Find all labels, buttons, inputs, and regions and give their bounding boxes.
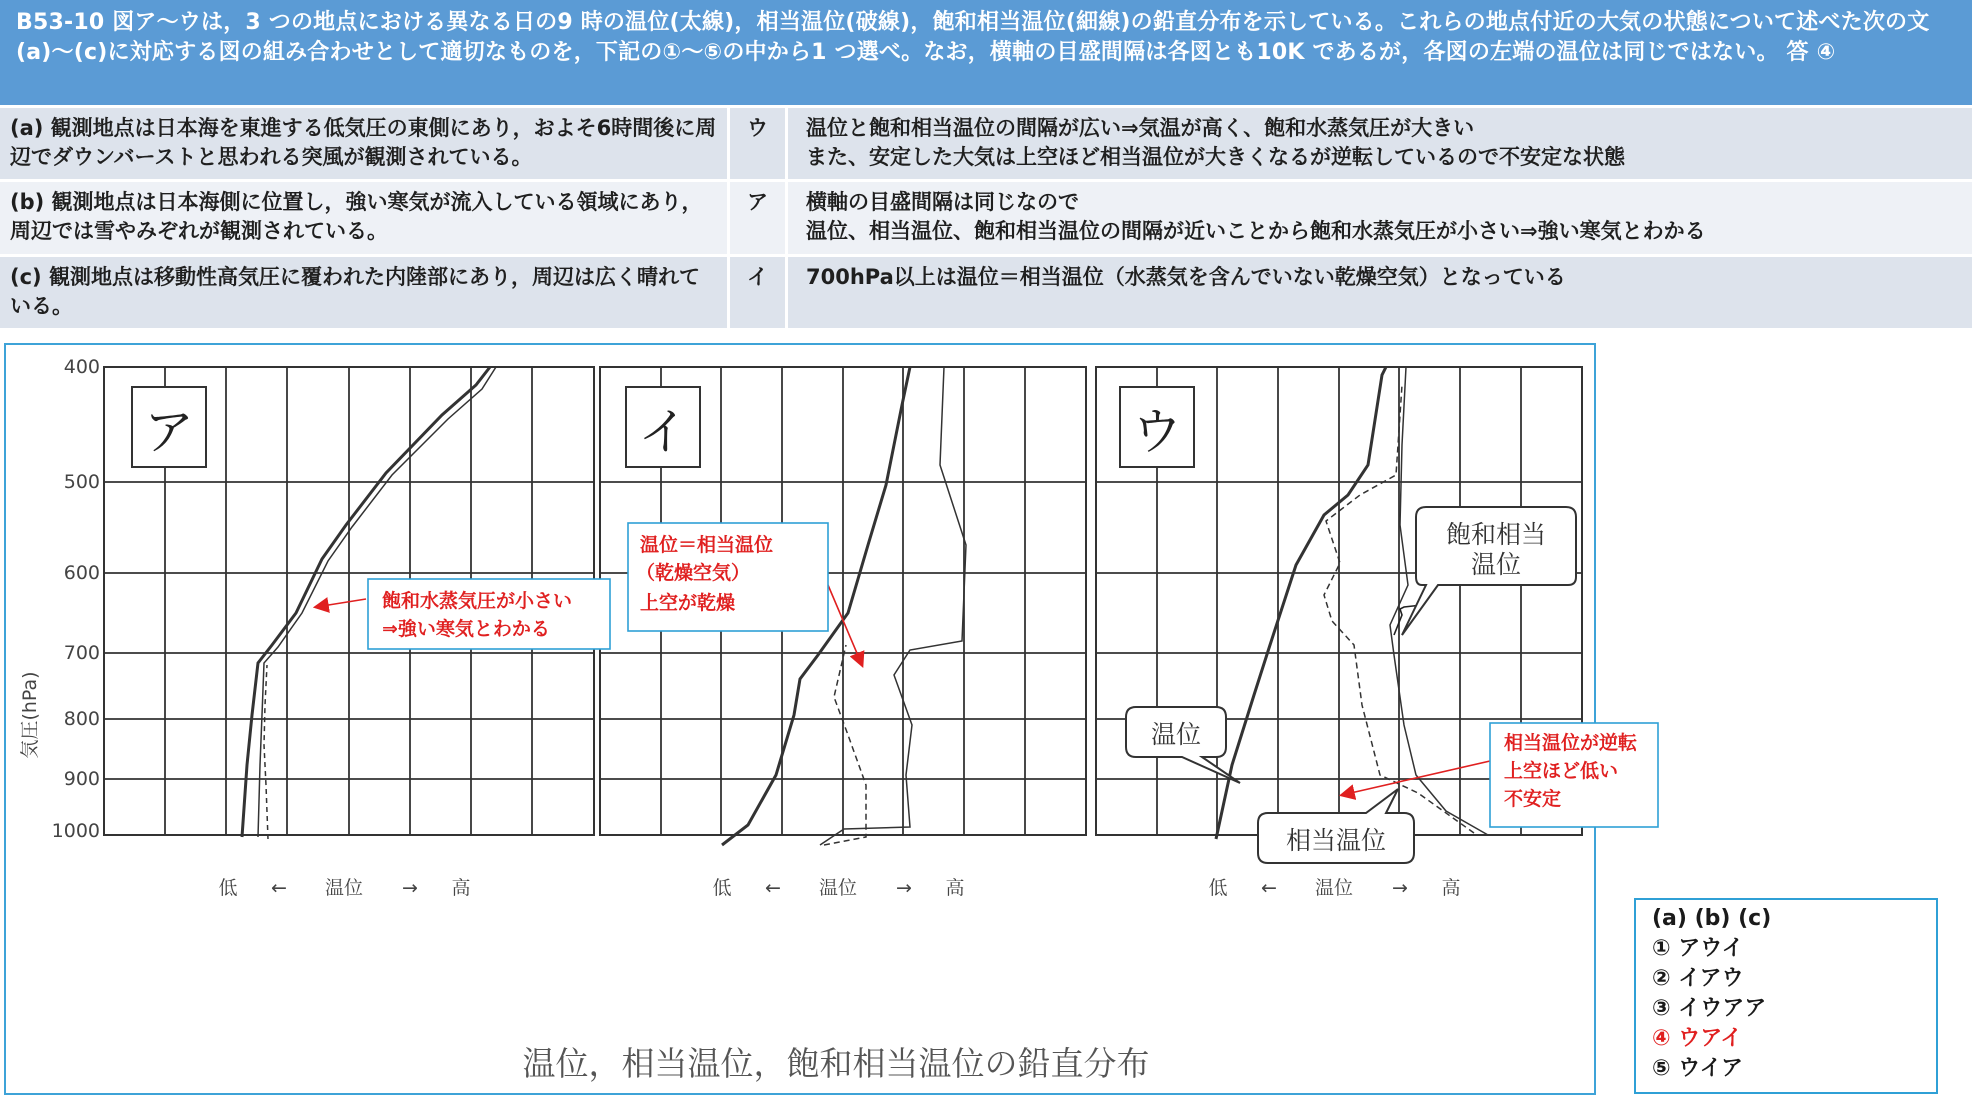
option-3: ③ イウアア bbox=[1652, 996, 1767, 1021]
callout-u-line3: 不安定 bbox=[1504, 788, 1562, 810]
y-tick: 900 bbox=[63, 768, 100, 790]
x-mid: 温位 bbox=[818, 877, 858, 899]
option-4-correct: ④ ウアイ bbox=[1652, 1026, 1743, 1051]
statement-a: (a) 観測地点は日本海を東進する低気圧の東側にあり，およそ6時間後に周辺でダウンバーストと思われる突風が観測されている。 bbox=[0, 108, 730, 182]
table-row bbox=[0, 108, 1972, 182]
callout-potential-text: 温位 bbox=[1150, 720, 1202, 749]
x-mid: 温位 bbox=[324, 877, 364, 899]
statement-b: (b) 観測地点は日本海側に位置し，強い寒気が流入している領域にあり，周辺では雪やみぞれが観測されている。 bbox=[0, 182, 730, 256]
panel-a-label: ア bbox=[144, 403, 194, 461]
reason-b: 横軸の目盛間隔は同じなので 温位、相当温位、飽和相当温位の間隔が近いことから飽和水蒸気圧が小さい⇒強い寒気とわかる bbox=[788, 182, 1972, 256]
y-tick: 600 bbox=[63, 562, 100, 584]
answer-table bbox=[0, 108, 1972, 331]
callout-a-line2: ⇒強い寒気とわかる bbox=[382, 618, 550, 640]
callout-u-line1: 相当温位が逆転 bbox=[1504, 732, 1638, 754]
y-tick: 1000 bbox=[51, 820, 100, 842]
y-tick: 400 bbox=[63, 356, 100, 378]
callout-i-line2: （乾燥空気） bbox=[636, 562, 751, 584]
figure-a: ウ bbox=[730, 108, 788, 182]
x-high: 高 bbox=[1441, 877, 1461, 899]
x-axis-labels bbox=[218, 877, 1460, 899]
callout-a-line1: 飽和水蒸気圧が小さい bbox=[382, 590, 573, 612]
table-row bbox=[0, 182, 1972, 256]
y-tick: 700 bbox=[63, 642, 100, 664]
profile-diagram bbox=[6, 345, 1638, 1097]
options-header: (a) (b) (c) bbox=[1652, 906, 1772, 931]
x-arrow-left: ← bbox=[1261, 877, 1277, 899]
statement-c: (c) 観測地点は移動性高気圧に覆われた内陸部にあり，周辺は広く晴れている。 bbox=[0, 257, 730, 331]
x-mid: 温位 bbox=[1314, 877, 1354, 899]
x-low: 低 bbox=[218, 877, 238, 899]
option-1: ① アウイ bbox=[1652, 936, 1744, 961]
y-tick-labels bbox=[52, 356, 100, 842]
callout-i-line1: 温位＝相当温位 bbox=[640, 534, 774, 556]
callout-saturation-line1: 飽和相当 bbox=[1445, 520, 1547, 549]
figure-caption: 温位，相当温位，飽和相当温位の鉛直分布 bbox=[522, 1044, 1150, 1083]
x-high: 高 bbox=[945, 877, 965, 899]
callout-equivalent-text: 相当温位 bbox=[1285, 826, 1387, 855]
x-arrow-left: ← bbox=[765, 877, 781, 899]
x-low: 低 bbox=[1208, 877, 1228, 899]
answer-options bbox=[1634, 898, 1938, 1094]
x-arrow-right: → bbox=[402, 877, 418, 899]
vertical-profile-figure bbox=[4, 343, 1638, 1095]
table-row bbox=[0, 257, 1972, 331]
callout-i-line3: 上空が乾燥 bbox=[640, 592, 736, 614]
option-5: ⑤ ウイア bbox=[1652, 1056, 1743, 1081]
option-2: ② イアウ bbox=[1652, 966, 1744, 991]
y-tick: 800 bbox=[63, 708, 100, 730]
panel-i-label: イ bbox=[638, 403, 688, 461]
figure-b: ア bbox=[730, 182, 788, 256]
reason-c: 700hPa以上は温位＝相当温位（水蒸気を含んでいない乾燥空気）となっている bbox=[788, 257, 1972, 331]
x-arrow-right: → bbox=[1392, 877, 1408, 899]
y-tick: 500 bbox=[63, 471, 100, 493]
callout-u-line2: 上空ほど低い bbox=[1504, 760, 1619, 782]
x-arrow-right: → bbox=[896, 877, 912, 899]
reason-a: 温位と飽和相当温位の間隔が広い⇒気温が高く、飽和水蒸気圧が大きい また、安定した大気は上空ほど相当温位が大きくなるが逆転しているので不安定な状態 bbox=[788, 108, 1972, 182]
x-high: 高 bbox=[451, 877, 471, 899]
y-axis-label: 気圧(hPa) bbox=[19, 671, 41, 759]
x-arrow-left: ← bbox=[271, 877, 287, 899]
figure-c: イ bbox=[730, 257, 788, 331]
callout-saturation-line2: 温位 bbox=[1470, 550, 1522, 579]
question-header: B53-10 図ア〜ウは，3 つの地点における異なる日の9 時の温位(太線)，相当温位(破線)，飽和相当温位(細線)の鉛直分布を示している。これらの地点付近の大気の状態について述べた次の文(a)〜(c)に対応する図の組み合わせとして適切なものを，下記の①〜⑤の中から1 つ選べ。なお，横軸の目盛間隔は各図とも10K であるが，各図の左端の温位は同じではない。 答 ④ bbox=[0, 0, 1972, 105]
x-low: 低 bbox=[712, 877, 732, 899]
panel-u-label: ウ bbox=[1132, 403, 1182, 461]
